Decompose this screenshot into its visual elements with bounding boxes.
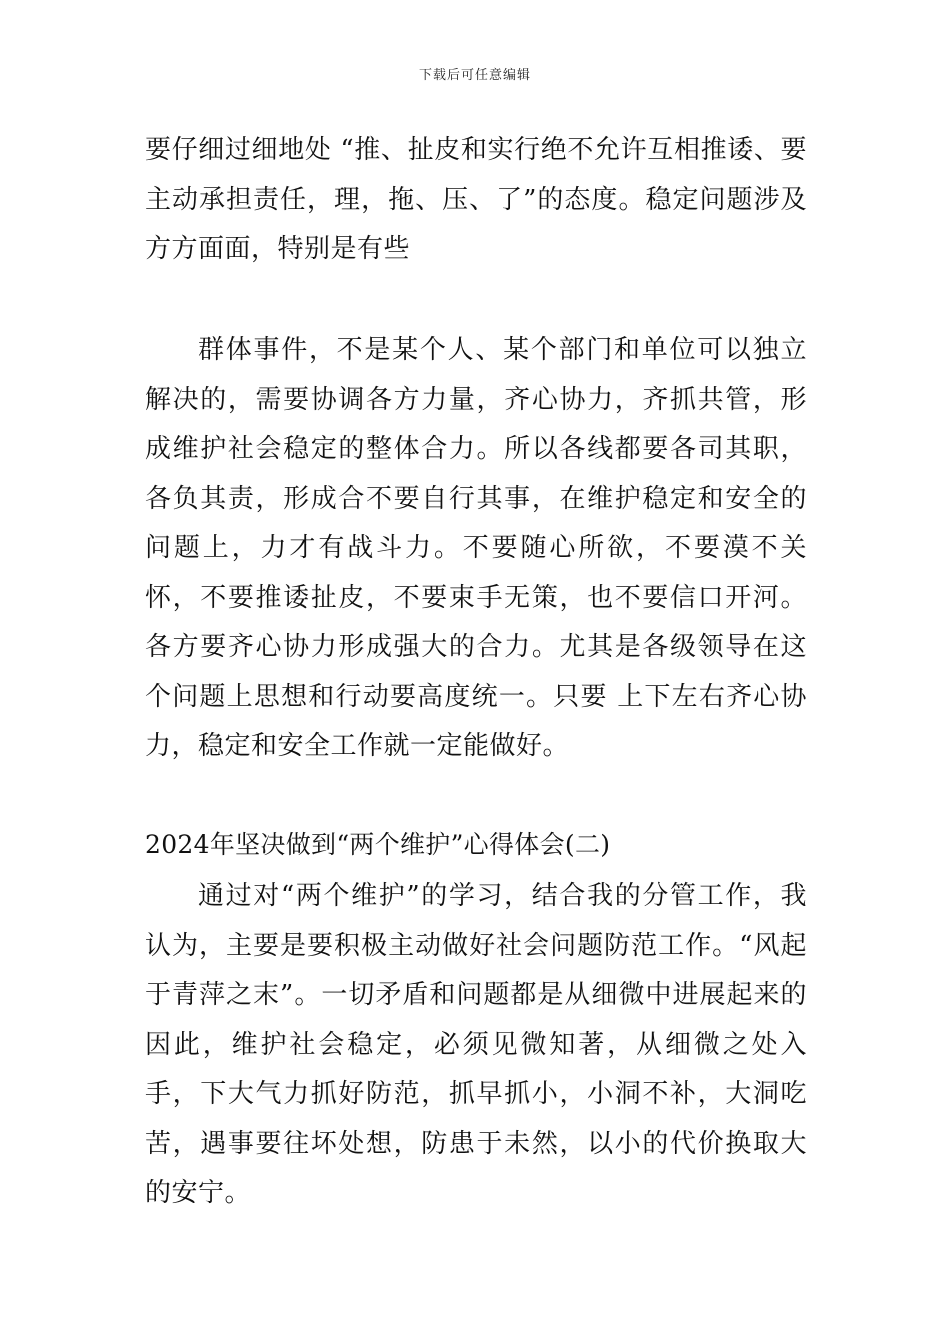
section-heading: 2024年坚决做到“两个维护”心得体会(二): [145, 830, 611, 859]
paragraph-1: 要仔细过细地处 “推、扯皮和实行绝不允许互相推诿、要主动承担责任，理，拖、压、了”的态度。稳定问题涉及方方面面，特别是有些: [145, 135, 807, 264]
header-note: 下载后可任意编辑: [418, 68, 531, 83]
paragraph-3: 通过对“两个维护”的学习，结合我的分管工作，我认为，主要是要积极主动做好社会问题防范工作。“风起于青萍之末”。一切矛盾和问题都是从细微中进展起来的因此，维护社会稳定，必须见微知著，从细微之处入手，下大气力抓好防范，抓早抓小，小洞不补，大洞吃苦，遇事要往坏处想，防患于未然，以小的代价换取大的安宁。: [145, 881, 807, 1208]
paragraph-2: 群体事件，不是某个人、某个部门和单位可以独立解决的，需要协调各方力量，齐心协力，齐抓共管，形成维护社会稳定的整体合力。所以各线都要各司其职，各负其责，形成合不要自行其事，在维护稳定和安全的问题上，力才有战斗力。不要随心所欲，不要漠不关怀，不要推诿扯皮，不要束手无策，也不要信口开河。各方要齐心协力形成强大的合力。尤其是各级领导在这个问题上思想和行动要高度统一。只要 上下左右齐心协力，稳定和安全工作就一定能做好。: [145, 335, 807, 761]
